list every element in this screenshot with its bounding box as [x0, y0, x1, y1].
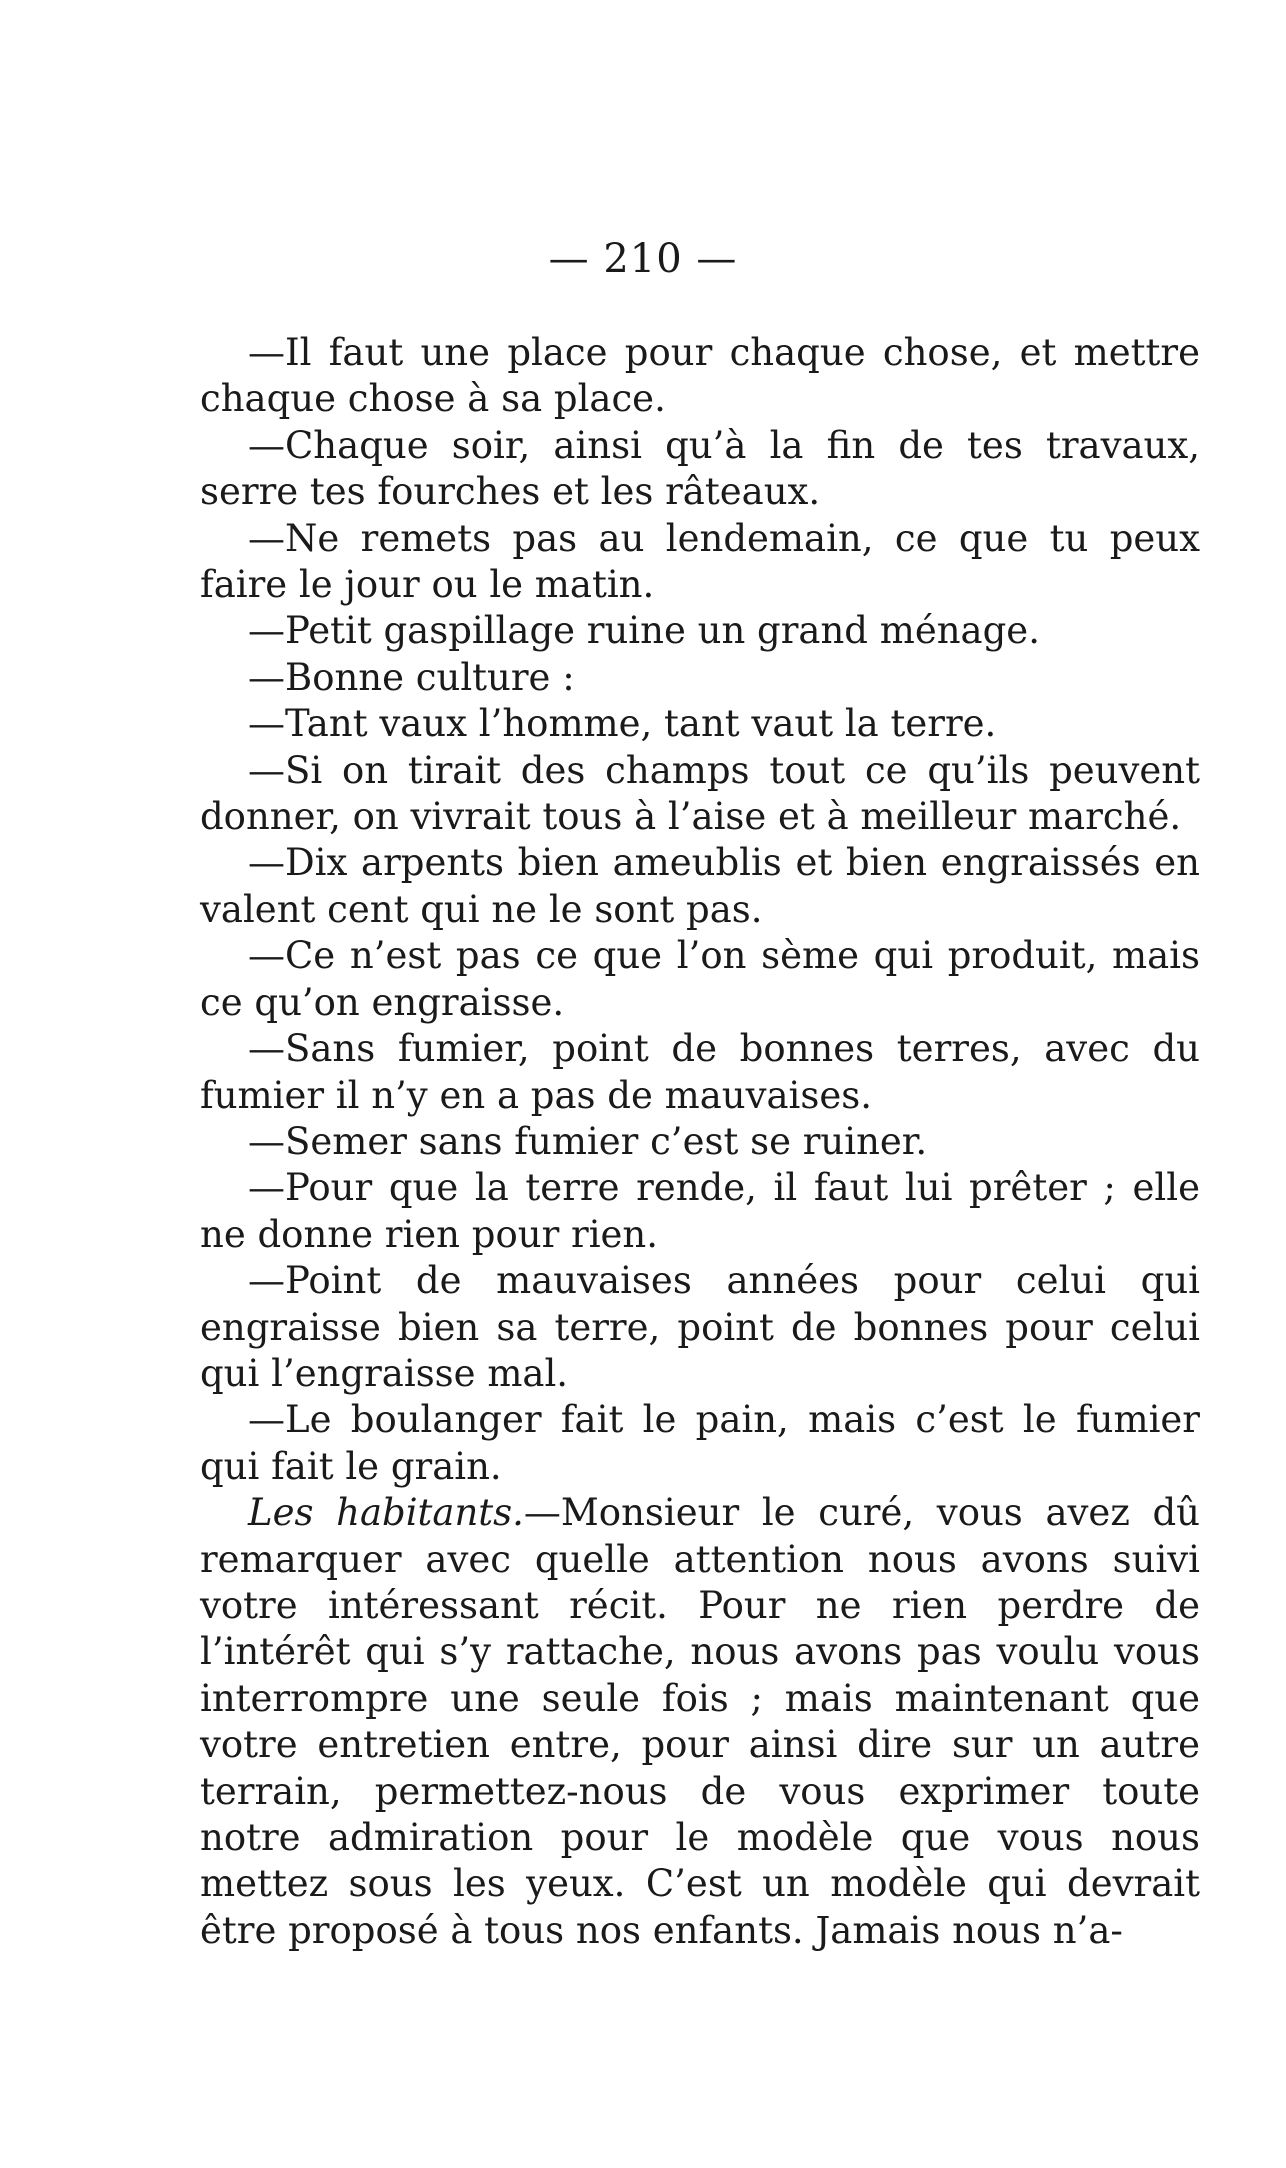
- dialogue-paragraph: [200, 1490, 1200, 1954]
- maxim-12: —Pour que la terre rende, il faut lui prêter ; elle ne donne rien pour rien.: [200, 1166, 1200, 1256]
- maxim-14: —Le boulanger fait le pain, mais c’est le fumier qui fait le grain.: [200, 1398, 1200, 1488]
- page-number: — 210 —: [548, 236, 738, 282]
- maxim-11: —Semer sans fumier c’est se ruiner.: [248, 1119, 928, 1163]
- maxim-2: —Chaque soir, ainsi qu’à la fin de tes travaux, serre tes fourches et les râteaux.: [200, 423, 1200, 514]
- page-body: [200, 330, 1200, 1954]
- dialogue-text: —Monsieur le curé, vous avez dû remarquer avec quelle attention nous avons suivi votre intéressant récit. Pour ne rien perdre de l’intérêt qui s’y rattache, nous avons pas voulu vous interrompre une seule fois ; mais maintenant que votre entretien entre, pour ainsi dire sur un autre terrain, permettez-nous de vous exprimer toute notre admiration pour le modèle que vous nous mettez sous les yeux. C’est un modèle qui devrait être proposé à tous nos enfants. Jamais nous n’a-: [200, 1491, 1200, 1952]
- dialogue-speaker: Les habitants.: [248, 1491, 524, 1535]
- maxim-1: —Il faut une place pour chaque chose, et mettre chaque chose à sa place.: [200, 331, 1200, 421]
- maxim-4: —Petit gaspillage ruine un grand ménage.: [248, 609, 1040, 653]
- maxim-3: —Ne remets pas au lendemain, ce que tu peux faire le jour ou le matin.: [200, 516, 1200, 607]
- maxim-5: —Bonne culture :: [248, 655, 575, 699]
- maxim-7: —Si on tirait des champs tout ce qu’ils peuvent donner, on vivrait tous à l’aise et à meilleur marché.: [200, 748, 1200, 839]
- maxim-8: —Dix arpents bien ameublis et bien engraissés en valent cent qui ne le sont pas.: [200, 841, 1200, 931]
- maxim-10: —Sans fumier, point de bonnes terres, avec du fumier il n’y en a pas de mauvaises.: [200, 1027, 1200, 1117]
- maxim-9: —Ce n’est pas ce que l’on sème qui produit, mais ce qu’on engraisse.: [200, 934, 1200, 1024]
- maxim-6: —Tant vaux l’homme, tant vaut la terre.: [248, 702, 997, 746]
- maxim-13: —Point de mauvaises années pour celui qui engraisse bien sa terre, point de bonnes pour celui qui l’engraisse mal.: [200, 1259, 1200, 1395]
